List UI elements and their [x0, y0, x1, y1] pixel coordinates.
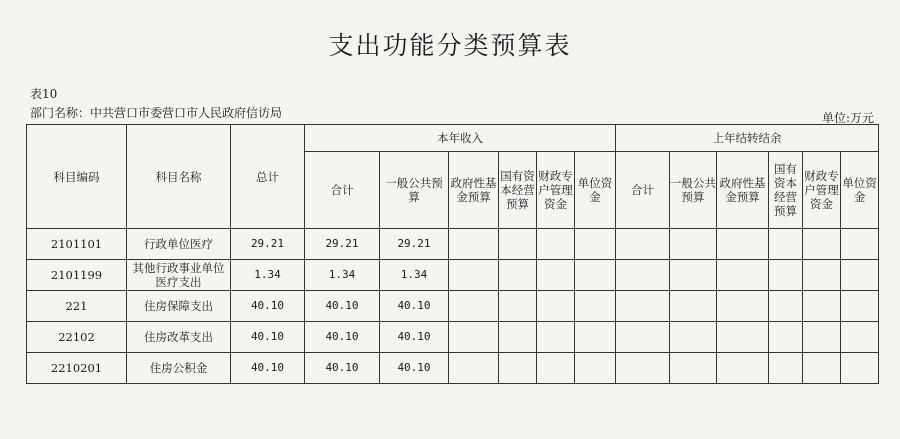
row-sum: 1.34 [305, 260, 380, 291]
table-row [27, 260, 879, 291]
row-name: 住房公积金 [127, 353, 231, 384]
table-row [27, 353, 879, 384]
row-code: 2101199 [27, 260, 127, 291]
row-sum: 40.10 [305, 291, 380, 322]
table-number: 表10 [30, 87, 58, 101]
row-code: 2101101 [27, 229, 127, 260]
header-py-gov-fund: 政府性基金预算 [717, 152, 769, 229]
header-current-year-income: 本年收入 [305, 125, 616, 152]
row-general: 40.10 [380, 291, 449, 322]
header-cy-unit-funds: 单位资金 [575, 152, 616, 229]
header-cy-fiscal-special: 财政专户管理资金 [537, 152, 575, 229]
unit-label: 单位:万元 [821, 111, 874, 125]
page-title: 支出功能分类预算表 [328, 31, 572, 60]
department-name: 部门名称：中共营口市委营口市人民政府信访局 [30, 106, 283, 120]
row-total: 40.10 [231, 353, 305, 384]
header-py-general: 一般公共预算 [670, 152, 717, 229]
row-total: 29.21 [231, 229, 305, 260]
row-code: 22102 [27, 322, 127, 353]
header-cy-state-capital: 国有资本经营预算 [499, 152, 537, 229]
budget-table [26, 124, 879, 384]
row-total: 40.10 [231, 291, 305, 322]
row-code: 2210201 [27, 353, 127, 384]
row-name: 住房改革支出 [127, 322, 231, 353]
header-cy-gov-fund: 政府性基金预算 [449, 152, 499, 229]
table-row [27, 291, 879, 322]
table-row [27, 322, 879, 353]
header-py-unit-funds: 单位资金 [841, 152, 879, 229]
row-general: 40.10 [380, 353, 449, 384]
row-code: 221 [27, 291, 127, 322]
header-prior-year-balance: 上年结转结余 [616, 125, 879, 152]
header-py-state-capital: 国有资本经营预算 [769, 152, 803, 229]
row-sum: 29.21 [305, 229, 380, 260]
row-general: 1.34 [380, 260, 449, 291]
header-cy-general: 一般公共预算 [380, 152, 449, 229]
row-name: 其他行政事业单位医疗支出 [127, 260, 231, 291]
row-total: 1.34 [231, 260, 305, 291]
row-general: 29.21 [380, 229, 449, 260]
header-py-fiscal-special: 财政专户管理资金 [803, 152, 841, 229]
row-sum: 40.10 [305, 353, 380, 384]
header-total: 总计 [231, 125, 305, 229]
row-sum: 40.10 [305, 322, 380, 353]
header-subject-name: 科目名称 [127, 125, 231, 229]
table-row [27, 229, 879, 260]
row-general: 40.10 [380, 322, 449, 353]
header-cy-sum: 合计 [305, 152, 380, 229]
header-py-sum: 合计 [616, 152, 670, 229]
row-total: 40.10 [231, 322, 305, 353]
header-subject-code: 科目编码 [27, 125, 127, 229]
row-name: 住房保障支出 [127, 291, 231, 322]
row-name: 行政单位医疗 [127, 229, 231, 260]
